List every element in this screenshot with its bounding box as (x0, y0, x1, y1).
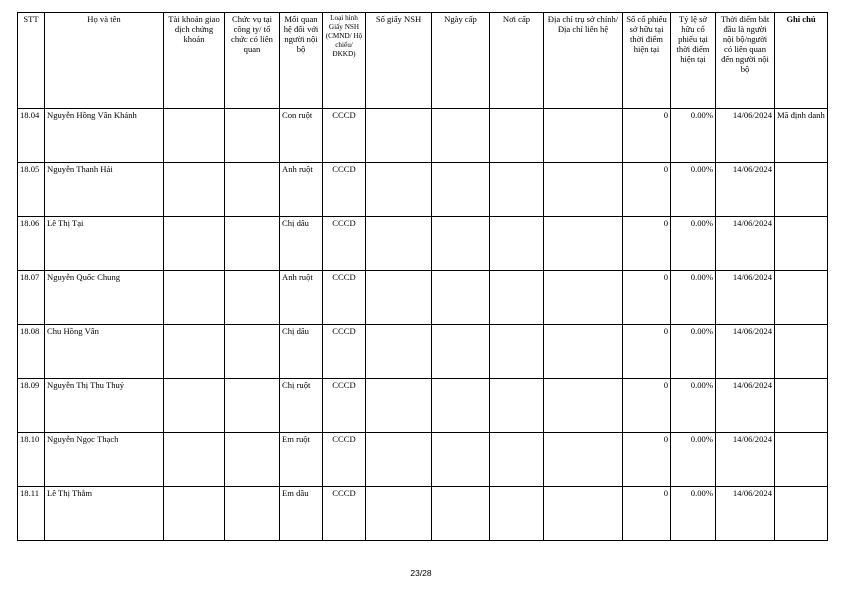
cell-address (544, 217, 623, 271)
cell-relation: Anh ruột (280, 163, 323, 217)
header-position: Chức vụ tại công ty/ tổ chức có liên quan (225, 13, 280, 109)
cell-shares: 0 (623, 109, 671, 163)
header-stt: STT (18, 13, 45, 109)
cell-stt: 18.07 (18, 271, 45, 325)
table-row (18, 379, 828, 433)
cell-issue-date (432, 271, 490, 325)
cell-issue-place (490, 487, 544, 541)
cell-ratio: 0.00% (671, 487, 716, 541)
cell-shares: 0 (623, 271, 671, 325)
cell-relation: Em ruột (280, 433, 323, 487)
cell-ratio: 0.00% (671, 217, 716, 271)
cell-ratio: 0.00% (671, 109, 716, 163)
cell-doc-type: CCCD (323, 109, 366, 163)
cell-issue-place (490, 433, 544, 487)
header-ratio: Tỷ lệ sở hữu cổ phiếu tại thời điểm hiện tại (671, 13, 716, 109)
cell-note (775, 163, 828, 217)
cell-start-date: 14/06/2024 (716, 271, 775, 325)
cell-account (164, 163, 225, 217)
cell-shares: 0 (623, 433, 671, 487)
header-relation: Mối quan hệ đối với người nội bộ (280, 13, 323, 109)
cell-doc-type: CCCD (323, 487, 366, 541)
cell-note (775, 271, 828, 325)
cell-relation: Con ruột (280, 109, 323, 163)
cell-doc-number (366, 433, 432, 487)
cell-name: Chu Hồng Vân (45, 325, 164, 379)
cell-account (164, 379, 225, 433)
cell-account (164, 109, 225, 163)
cell-shares: 0 (623, 487, 671, 541)
cell-relation: Chị ruột (280, 379, 323, 433)
cell-doc-number (366, 109, 432, 163)
page-number: 23/28 (410, 568, 432, 578)
cell-stt: 18.10 (18, 433, 45, 487)
cell-ratio: 0.00% (671, 325, 716, 379)
cell-relation: Anh ruột (280, 271, 323, 325)
cell-start-date: 14/06/2024 (716, 217, 775, 271)
header-issue-date: Ngày cấp (432, 13, 490, 109)
cell-account (164, 271, 225, 325)
cell-shares: 0 (623, 325, 671, 379)
cell-doc-number (366, 325, 432, 379)
header-doc-type: Loại hình Giấy NSH (CMND/ Hộ chiếu/ ĐKKD) (323, 13, 366, 109)
cell-relation: Chị dâu (280, 217, 323, 271)
cell-start-date: 14/06/2024 (716, 109, 775, 163)
cell-shares: 0 (623, 379, 671, 433)
cell-start-date: 14/06/2024 (716, 379, 775, 433)
header-note: Ghi chú (775, 13, 828, 109)
cell-issue-place (490, 379, 544, 433)
cell-position (225, 271, 280, 325)
cell-issue-place (490, 163, 544, 217)
cell-position (225, 379, 280, 433)
shareholder-table (17, 12, 828, 541)
cell-shares: 0 (623, 217, 671, 271)
cell-ratio: 0.00% (671, 379, 716, 433)
header-address: Địa chỉ trụ sở chính/Địa chỉ liên hệ (544, 13, 623, 109)
cell-stt: 18.05 (18, 163, 45, 217)
table-row (18, 325, 828, 379)
cell-doc-type: CCCD (323, 325, 366, 379)
cell-ratio: 0.00% (671, 271, 716, 325)
header-row (18, 13, 828, 109)
cell-issue-date (432, 217, 490, 271)
header-issue-place: Nơi cấp (490, 13, 544, 109)
cell-stt: 18.08 (18, 325, 45, 379)
cell-doc-number (366, 271, 432, 325)
cell-account (164, 217, 225, 271)
cell-issue-date (432, 433, 490, 487)
cell-start-date: 14/06/2024 (716, 325, 775, 379)
cell-doc-type: CCCD (323, 163, 366, 217)
cell-position (225, 109, 280, 163)
cell-position (225, 433, 280, 487)
cell-doc-number (366, 487, 432, 541)
cell-position (225, 163, 280, 217)
cell-name: Lê Thị Tại (45, 217, 164, 271)
cell-ratio: 0.00% (671, 433, 716, 487)
cell-note (775, 487, 828, 541)
table-row (18, 271, 828, 325)
cell-issue-date (432, 487, 490, 541)
cell-address (544, 271, 623, 325)
cell-doc-number (366, 217, 432, 271)
cell-stt: 18.09 (18, 379, 45, 433)
header-start-date: Thời điểm bắt đầu là người nội bộ/người có liên quan đến người nội bộ (716, 13, 775, 109)
header-doc-number: Số giấy NSH (366, 13, 432, 109)
cell-address (544, 487, 623, 541)
cell-doc-type: CCCD (323, 433, 366, 487)
table-row (18, 433, 828, 487)
cell-address (544, 109, 623, 163)
cell-position (225, 325, 280, 379)
cell-address (544, 379, 623, 433)
cell-position (225, 217, 280, 271)
cell-issue-place (490, 217, 544, 271)
cell-name: Nguyễn Thanh Hải (45, 163, 164, 217)
cell-address (544, 325, 623, 379)
cell-shares: 0 (623, 163, 671, 217)
cell-name: Lê Thị Thắm (45, 487, 164, 541)
cell-address (544, 163, 623, 217)
cell-note (775, 325, 828, 379)
cell-account (164, 325, 225, 379)
cell-issue-date (432, 379, 490, 433)
header-name: Họ và tên (45, 13, 164, 109)
cell-stt: 18.11 (18, 487, 45, 541)
header-shares: Số cổ phiếu sở hữu tại thời điểm hiện tại (623, 13, 671, 109)
cell-note (775, 433, 828, 487)
cell-start-date: 14/06/2024 (716, 163, 775, 217)
table-row (18, 109, 828, 163)
cell-address (544, 433, 623, 487)
cell-doc-type: CCCD (323, 217, 366, 271)
cell-ratio: 0.00% (671, 163, 716, 217)
cell-name: Nguyễn Thị Thu Thuý (45, 379, 164, 433)
cell-issue-date (432, 163, 490, 217)
cell-start-date: 14/06/2024 (716, 433, 775, 487)
cell-account (164, 487, 225, 541)
cell-stt: 18.04 (18, 109, 45, 163)
header-account: Tài khoản giao dịch chứng khoán (164, 13, 225, 109)
cell-account (164, 433, 225, 487)
cell-issue-date (432, 109, 490, 163)
cell-doc-number (366, 163, 432, 217)
cell-name: Nguyễn Quốc Chung (45, 271, 164, 325)
cell-issue-place (490, 325, 544, 379)
cell-stt: 18.06 (18, 217, 45, 271)
cell-start-date: 14/06/2024 (716, 487, 775, 541)
cell-relation: Chị dâu (280, 325, 323, 379)
table-row (18, 487, 828, 541)
cell-relation: Em dâu (280, 487, 323, 541)
cell-name: Nguyễn Hồng Vân Khánh (45, 109, 164, 163)
cell-doc-number (366, 379, 432, 433)
cell-doc-type: CCCD (323, 379, 366, 433)
cell-note (775, 379, 828, 433)
table-row (18, 217, 828, 271)
cell-position (225, 487, 280, 541)
cell-issue-date (432, 325, 490, 379)
cell-issue-place (490, 109, 544, 163)
cell-name: Nguyễn Ngọc Thạch (45, 433, 164, 487)
cell-issue-place (490, 271, 544, 325)
cell-note (775, 217, 828, 271)
cell-note: Mã định danh (775, 109, 828, 163)
cell-doc-type: CCCD (323, 271, 366, 325)
table-row (18, 163, 828, 217)
